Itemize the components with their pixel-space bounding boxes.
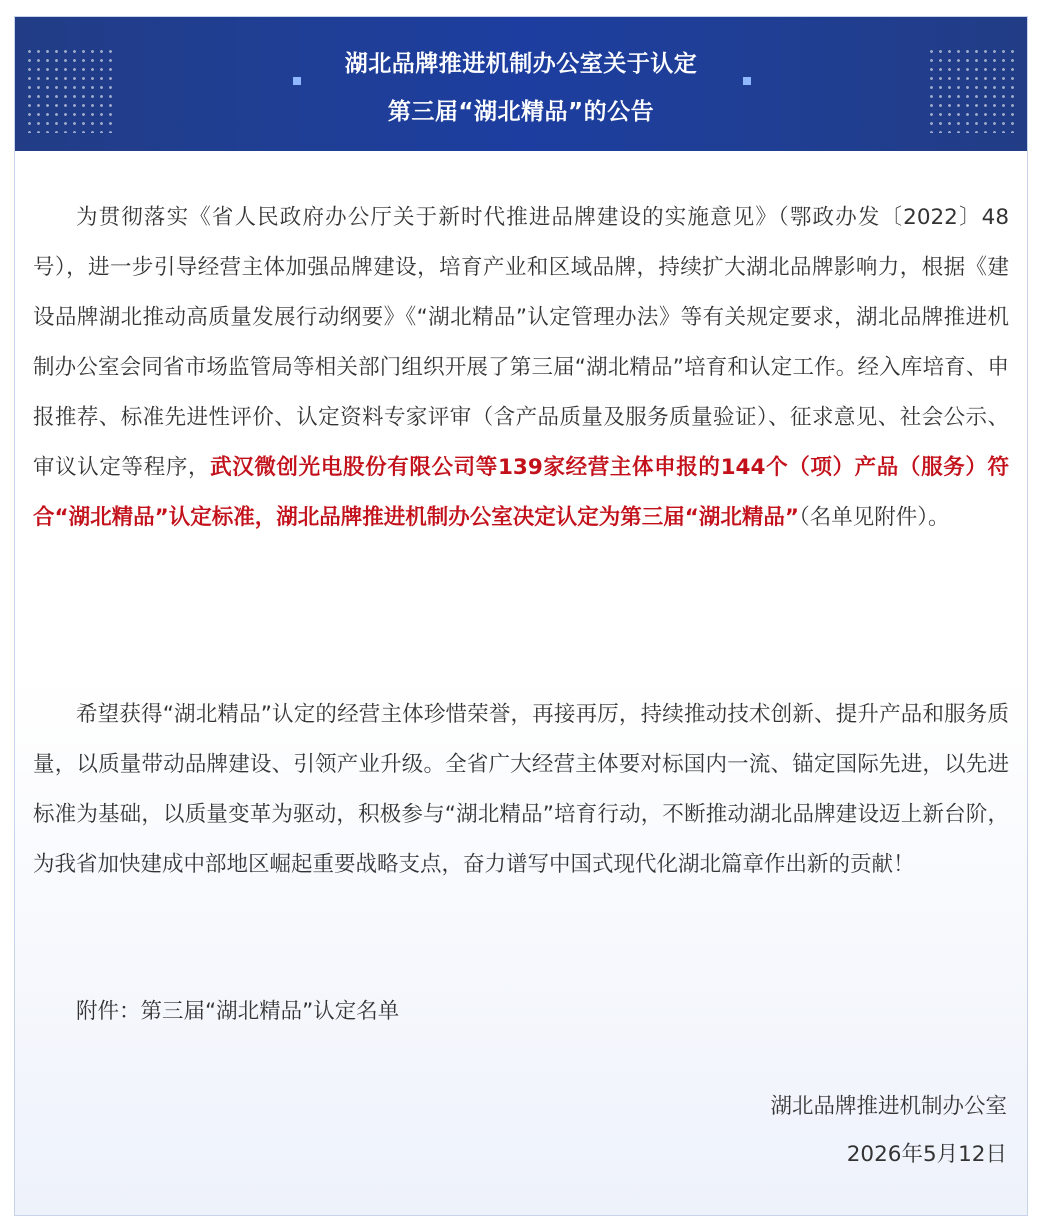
page-title-line2: 第三届“湖北精品”的公告: [387, 99, 655, 125]
header-banner: [15, 17, 1027, 151]
paragraph-1-text-b: （名单见附件）。: [799, 505, 950, 530]
signature-org: 湖北品牌推进机制办公室: [770, 1094, 1007, 1119]
square-ornament-right: [743, 77, 751, 85]
paragraph-1-text-a: 为贯彻落实《省人民政府办公厅关于新时代推进品牌建设的实施意见》（鄂政办发〔2022〕48号），进一步引导经营主体加强品牌建设，培育产业和区域品牌，持续扩大湖北品牌影响力，根据《建设品牌湖北推动高质量发展行动纲要》《“湖北精品”认定管理办法》等有关规定要求，湖北品牌推进机制办公室会同省市场监管局等相关部门组织开展了第三届“湖北精品”培育和认定工作。经入库培育、申报推荐、标准先进性评价、认定资料专家评审（含产品质量及服务质量验证）、征求意见、社会公示、审议认定等程序，: [33, 205, 1009, 480]
notice-card: [14, 16, 1028, 1216]
square-ornament-left: [293, 77, 301, 85]
body-paragraph-2: 希望获得“湖北精品”认定的经营主体珍惜荣誉，再接再厉，持续推动技术创新、提升产品和服务质量，以质量带动品牌建设、引领产业升级。全省广大经营主体要对标国内一流、锚定国际先进，以先进标准为基础，以质量变革为驱动，积极参与“湖北精品”培育行动，不断推动湖北品牌建设迈上新台阶，为我省加快建成中部地区崛起重要战略支点，奋力谱写中国式现代化湖北篇章作出新的贡献！: [33, 702, 1009, 877]
signature-date: 2026年5月12日: [846, 1142, 1007, 1167]
page-title-line1: 湖北品牌推进机制办公室关于认定: [344, 51, 698, 77]
highlight-text: 武汉微创光电股份有限公司等139家经营主体申报的144个（项）产品（服务）符合“湖北精品”认定标准，湖北品牌推进机制办公室决定认定为第三届“湖北精品”: [33, 455, 1009, 530]
body-paragraph-1: [33, 193, 1009, 543]
attachment-line: 附件：第三届“湖北精品”认定名单: [76, 999, 400, 1024]
